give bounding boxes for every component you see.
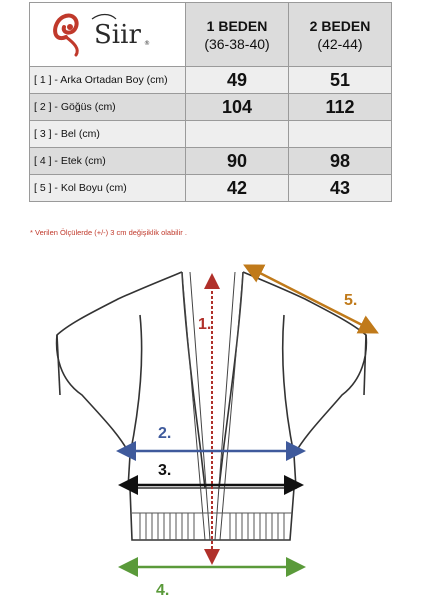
garment-diagram	[0, 245, 424, 600]
measurement-note: * Verilen Ölçülerde (+/-) 3 cm değişiklik olabilir .	[30, 228, 187, 237]
svg-text:®: ®	[144, 40, 150, 47]
measure-5-sleeve	[252, 269, 370, 329]
size-chart-table	[29, 2, 392, 202]
size-1-value: 90	[186, 148, 289, 175]
row-label: [ 5 ] - Kol Boyu (cm)	[30, 175, 186, 202]
measure-4-label: 4.	[156, 582, 170, 599]
size-2-value: 98	[289, 148, 392, 175]
table-row	[30, 121, 392, 148]
size-1-header	[186, 3, 289, 67]
measure-2-label: 2.	[158, 425, 172, 442]
size-2-value: 51	[289, 67, 392, 94]
table-header-row	[30, 3, 392, 67]
size-2-value	[289, 121, 392, 148]
measure-1-label: 1.	[198, 316, 212, 333]
size-1-value: 49	[186, 67, 289, 94]
size-1-value: 42	[186, 175, 289, 202]
row-label: [ 3 ] - Bel (cm)	[30, 121, 186, 148]
size-2-value: 43	[289, 175, 392, 202]
row-label: [ 2 ] - Göğüs (cm)	[30, 94, 186, 121]
table-row	[30, 175, 392, 202]
row-label: [ 4 ] - Etek (cm)	[30, 148, 186, 175]
size-2-header	[289, 3, 392, 67]
measure-5-label: 5.	[344, 292, 358, 309]
size-1-value: 104	[186, 94, 289, 121]
size-2-title: 2 BEDEN	[309, 17, 371, 34]
table-row	[30, 67, 392, 94]
table-row	[30, 94, 392, 121]
size-2-range: (42-44)	[317, 35, 363, 52]
size-1-range: (36-38-40)	[204, 35, 270, 52]
brand-logo	[30, 3, 186, 67]
size-1-title: 1 BEDEN	[206, 17, 268, 34]
measure-3-label: 3.	[158, 462, 172, 479]
row-label: [ 1 ] - Arka Ortadan Boy (cm)	[30, 67, 186, 94]
size-2-value: 112	[289, 94, 392, 121]
table-row	[30, 148, 392, 175]
measure-1-back-length	[198, 281, 212, 557]
logo-icon	[30, 3, 186, 61]
brand-name: Siir	[94, 20, 141, 50]
measure-4-hem	[128, 567, 296, 599]
size-1-value	[186, 121, 289, 148]
